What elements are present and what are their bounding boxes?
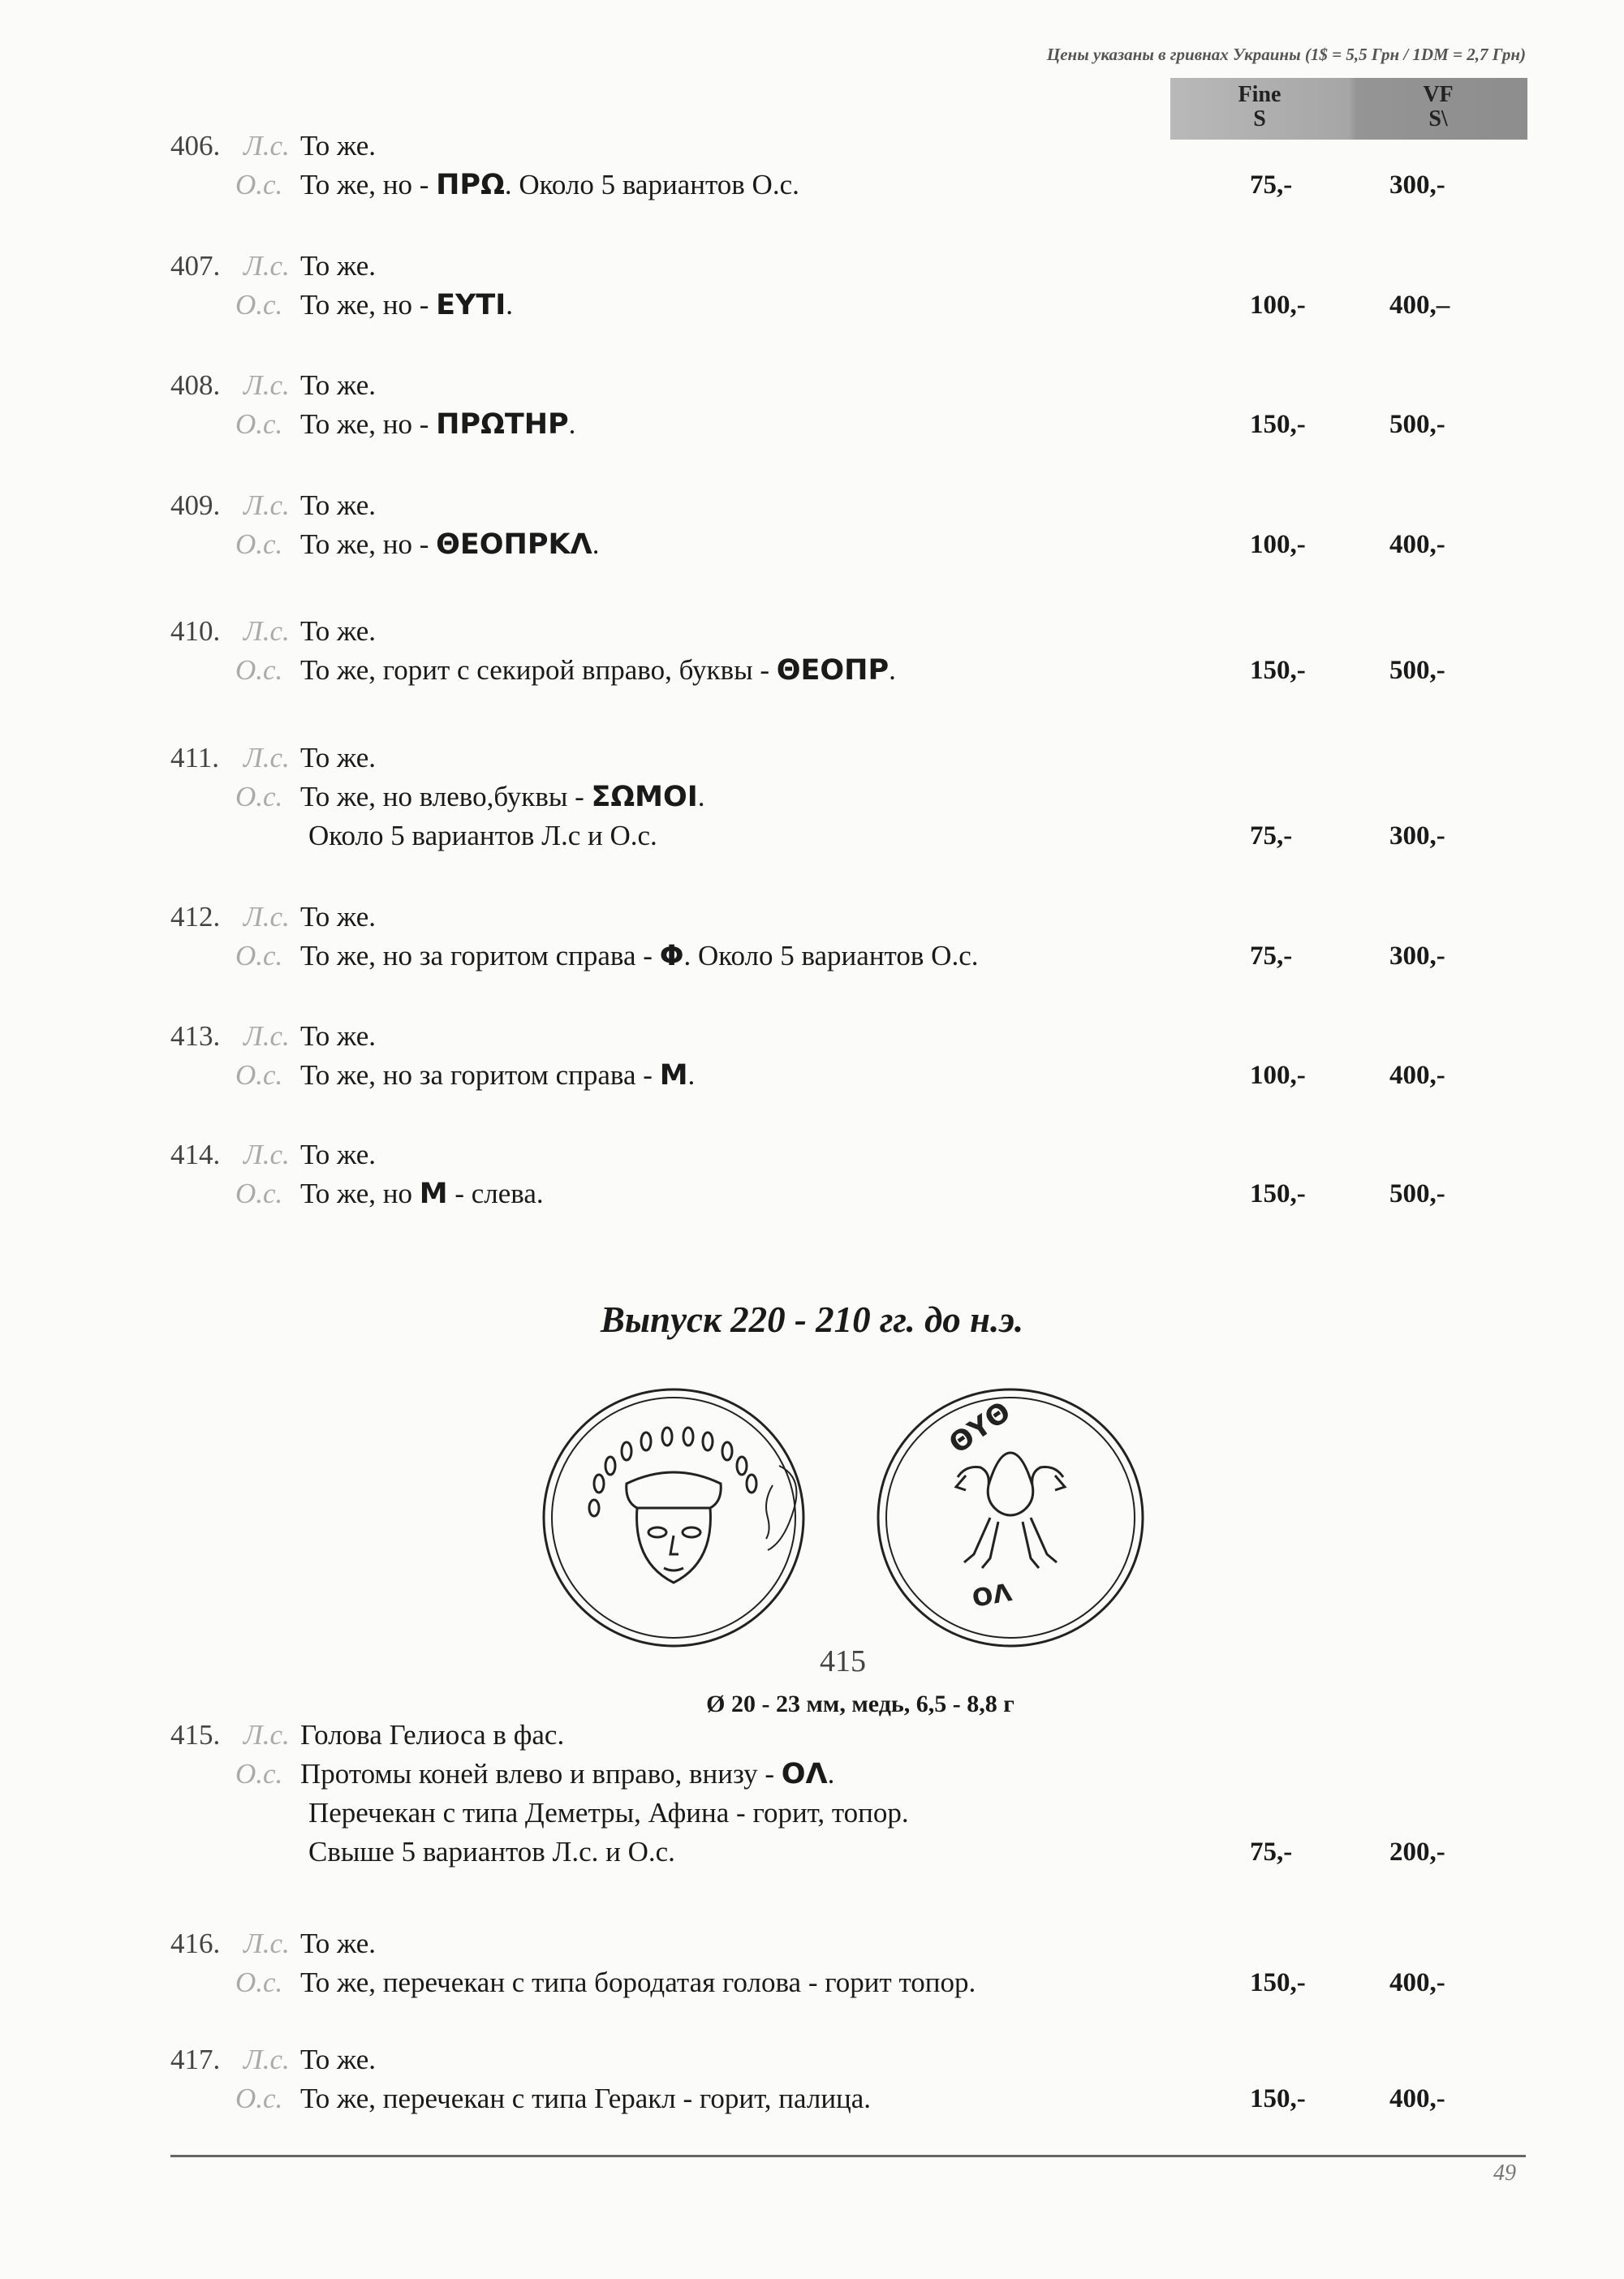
reverse-label: О.с.	[235, 528, 283, 560]
entry-number: 417.	[170, 2044, 221, 2075]
reverse-description	[300, 289, 513, 321]
price-vf: 400,-	[1389, 530, 1445, 559]
entry-number: 410.	[170, 615, 221, 647]
reverse-label: О.с.	[235, 2083, 283, 2114]
obverse-label: Л.с.	[243, 1139, 290, 1170]
coin-obverse-drawing	[544, 1389, 803, 1646]
reverse-text-end: .	[568, 408, 576, 440]
reverse-text: То же, горит с секирой вправо, буквы -	[300, 654, 777, 686]
reverse-text-end: .	[889, 654, 896, 686]
reverse-label: О.с.	[235, 408, 283, 440]
reverse-text: То же, но за горитом справа -	[300, 940, 660, 971]
obverse-label: Л.с.	[243, 1719, 290, 1751]
price-fine: 75,-	[1250, 170, 1293, 200]
entry-number: 415.	[170, 1719, 221, 1751]
reverse-legend: ΘΕΟΠΡΚΛ	[436, 528, 592, 561]
reverse-legend: M	[659, 1059, 688, 1092]
entry-number: 407.	[170, 250, 221, 282]
reverse-text: То же, но	[300, 1178, 420, 1209]
reverse-text: То же, но -	[300, 289, 437, 321]
reverse-text: То же, но -	[300, 408, 437, 440]
price-fine: 100,-	[1250, 530, 1306, 559]
obverse-description: То же.	[300, 742, 377, 773]
price-vf: 400,-	[1389, 2084, 1445, 2113]
obverse-label: Л.с.	[243, 369, 290, 401]
grade-vf: VF S\	[1423, 82, 1454, 131]
price-fine: 150,-	[1250, 1179, 1306, 1208]
entry-number: 416.	[170, 1928, 221, 1959]
obverse-description: Голова Гелиоса в фас.	[300, 1719, 565, 1751]
obverse-label: Л.с.	[243, 1020, 290, 1052]
price-vf: 200,-	[1389, 1837, 1445, 1867]
obverse-label: Л.с.	[243, 742, 290, 773]
reverse-description	[300, 654, 896, 687]
reverse-legend: ΘΕΟΠΡ	[776, 654, 890, 687]
obverse-label: Л.с.	[243, 2044, 290, 2075]
section-title: Выпуск 220 - 210 гг. до н.э.	[600, 1299, 1024, 1340]
price-vf: 500,-	[1389, 410, 1445, 439]
obverse-description: То же.	[300, 489, 377, 521]
price-fine: 100,-	[1250, 291, 1306, 320]
reverse-label: О.с.	[235, 1967, 283, 1998]
coin-legend-bottom: ΟΛ	[970, 1578, 1014, 1613]
price-fine: 150,-	[1250, 656, 1306, 685]
reverse-description: То же, перечекан с типа Геракл - горит, палица.	[300, 2083, 872, 2114]
reverse-text-end: .	[592, 528, 600, 560]
reverse-description	[300, 940, 978, 972]
reverse-description	[300, 781, 705, 813]
obverse-description: То же.	[300, 2044, 377, 2075]
horse-protomes-icon	[956, 1453, 1065, 1568]
price-vf: 300,-	[1389, 941, 1445, 971]
price-fine: 150,-	[1250, 2084, 1306, 2113]
reverse-label: О.с.	[235, 289, 283, 321]
reverse-legend: M	[419, 1178, 448, 1210]
reverse-text-end: .	[687, 1059, 696, 1091]
reverse-note: Около 5 вариантов Л.с и О.с.	[308, 820, 657, 851]
reverse-label: О.с.	[235, 1758, 283, 1790]
reverse-text-end: .	[827, 1758, 835, 1790]
price-vf: 500,-	[1389, 656, 1445, 685]
reverse-label: О.с.	[235, 169, 283, 200]
coin-legend-top: ΘΥΘ	[943, 1395, 1017, 1461]
price-fine: 100,-	[1250, 1061, 1306, 1090]
reverse-legend: ΣΩΜΟΙ	[591, 781, 698, 813]
price-vf: 400,-	[1389, 1061, 1445, 1090]
reverse-description: То же, перечекан с типа бородатая голова - горит топор.	[300, 1967, 976, 1998]
countermark-head-icon	[766, 1466, 796, 1550]
reverse-label: О.с.	[235, 1059, 283, 1091]
grade-fine: Fine S	[1238, 82, 1282, 131]
reverse-note: Свыше 5 вариантов Л.с. и О.с.	[308, 1836, 675, 1868]
price-vf: 300,-	[1389, 821, 1445, 851]
obverse-description: То же.	[300, 615, 377, 647]
reverse-text: То же, но за горитом справа -	[300, 1059, 660, 1091]
reverse-label: О.с.	[235, 781, 283, 812]
reverse-legend: ΟΛ	[781, 1758, 828, 1790]
entry-number: 414.	[170, 1139, 221, 1170]
obverse-label: Л.с.	[243, 1928, 290, 1959]
obverse-label: Л.с.	[243, 489, 290, 521]
grade-header	[1170, 78, 1527, 140]
reverse-legend: ΠΡΩΤΗΡ	[436, 408, 569, 441]
reverse-text: То же, но -	[300, 528, 437, 560]
reverse-description	[300, 408, 575, 441]
price-vf: 500,-	[1389, 1179, 1445, 1208]
obverse-description: То же.	[300, 130, 377, 162]
reverse-text-end: .	[697, 781, 705, 812]
entry-number: 411.	[170, 742, 219, 773]
reverse-text-end: - слева.	[447, 1178, 544, 1209]
obverse-label: Л.с.	[243, 250, 290, 282]
reverse-text: То же, но -	[300, 169, 437, 200]
helios-head-icon	[627, 1472, 721, 1583]
reverse-text: То же, но влево,буквы -	[300, 781, 592, 812]
obverse-description: То же.	[300, 369, 377, 401]
price-note: Цены указаны в гривнах Украины (1$ = 5,5 Грн / 1DM = 2,7 Грн)	[1046, 45, 1526, 64]
reverse-description	[300, 1758, 834, 1790]
page-number: 49	[1493, 2161, 1516, 2186]
reverse-label: О.с.	[235, 940, 283, 971]
obverse-description: То же.	[300, 250, 377, 282]
obverse-description: То же.	[300, 1020, 377, 1052]
obverse-description: То же.	[300, 901, 377, 933]
reverse-label: О.с.	[235, 1178, 283, 1209]
price-fine: 75,-	[1250, 1837, 1293, 1867]
reverse-legend: Φ	[659, 940, 684, 972]
reverse-description	[300, 1178, 544, 1210]
reverse-text-end: .	[506, 289, 514, 321]
price-vf: 400,–	[1389, 291, 1450, 320]
reverse-description	[300, 169, 799, 201]
reverse-description	[300, 1059, 695, 1092]
price-fine: 150,-	[1250, 410, 1306, 439]
obverse-description: То же.	[300, 1928, 377, 1959]
price-fine: 75,-	[1250, 941, 1293, 971]
coin-specs: Ø 20 - 23 мм, медь, 6,5 - 8,8 г	[706, 1691, 1014, 1717]
coin-reverse-drawing	[878, 1389, 1143, 1646]
coin-number: 415	[820, 1644, 866, 1678]
reverse-legend: ΕΥΤΙ	[436, 289, 506, 321]
obverse-label: Л.с.	[243, 615, 290, 647]
price-vf: 300,-	[1389, 170, 1445, 200]
reverse-text-end: . Около 5 вариантов О.с.	[683, 940, 979, 971]
entry-number: 409.	[170, 489, 221, 521]
entry-number: 413.	[170, 1020, 221, 1052]
footer-rule	[170, 2155, 1526, 2157]
price-vf: 400,-	[1389, 1968, 1445, 1997]
price-fine: 75,-	[1250, 821, 1293, 851]
entry-number: 406.	[170, 130, 221, 162]
obverse-description: То же.	[300, 1139, 377, 1170]
reverse-legend: ΠΡΩ	[436, 169, 505, 201]
reverse-text: Протомы коней влево и вправо, внизу -	[300, 1758, 782, 1790]
obverse-label: Л.с.	[243, 901, 290, 933]
reverse-description	[300, 528, 599, 561]
reverse-note: Перечекан с типа Деметры, Афина - горит, топор.	[308, 1797, 909, 1829]
reverse-label: О.с.	[235, 654, 283, 686]
reverse-text-end: . Около 5 вариантов О.с.	[504, 169, 799, 200]
coin-415-illustration	[536, 1388, 1152, 1648]
price-fine: 150,-	[1250, 1968, 1306, 1997]
obverse-label: Л.с.	[243, 130, 290, 162]
entry-number: 412.	[170, 901, 221, 933]
entry-number: 408.	[170, 369, 221, 401]
